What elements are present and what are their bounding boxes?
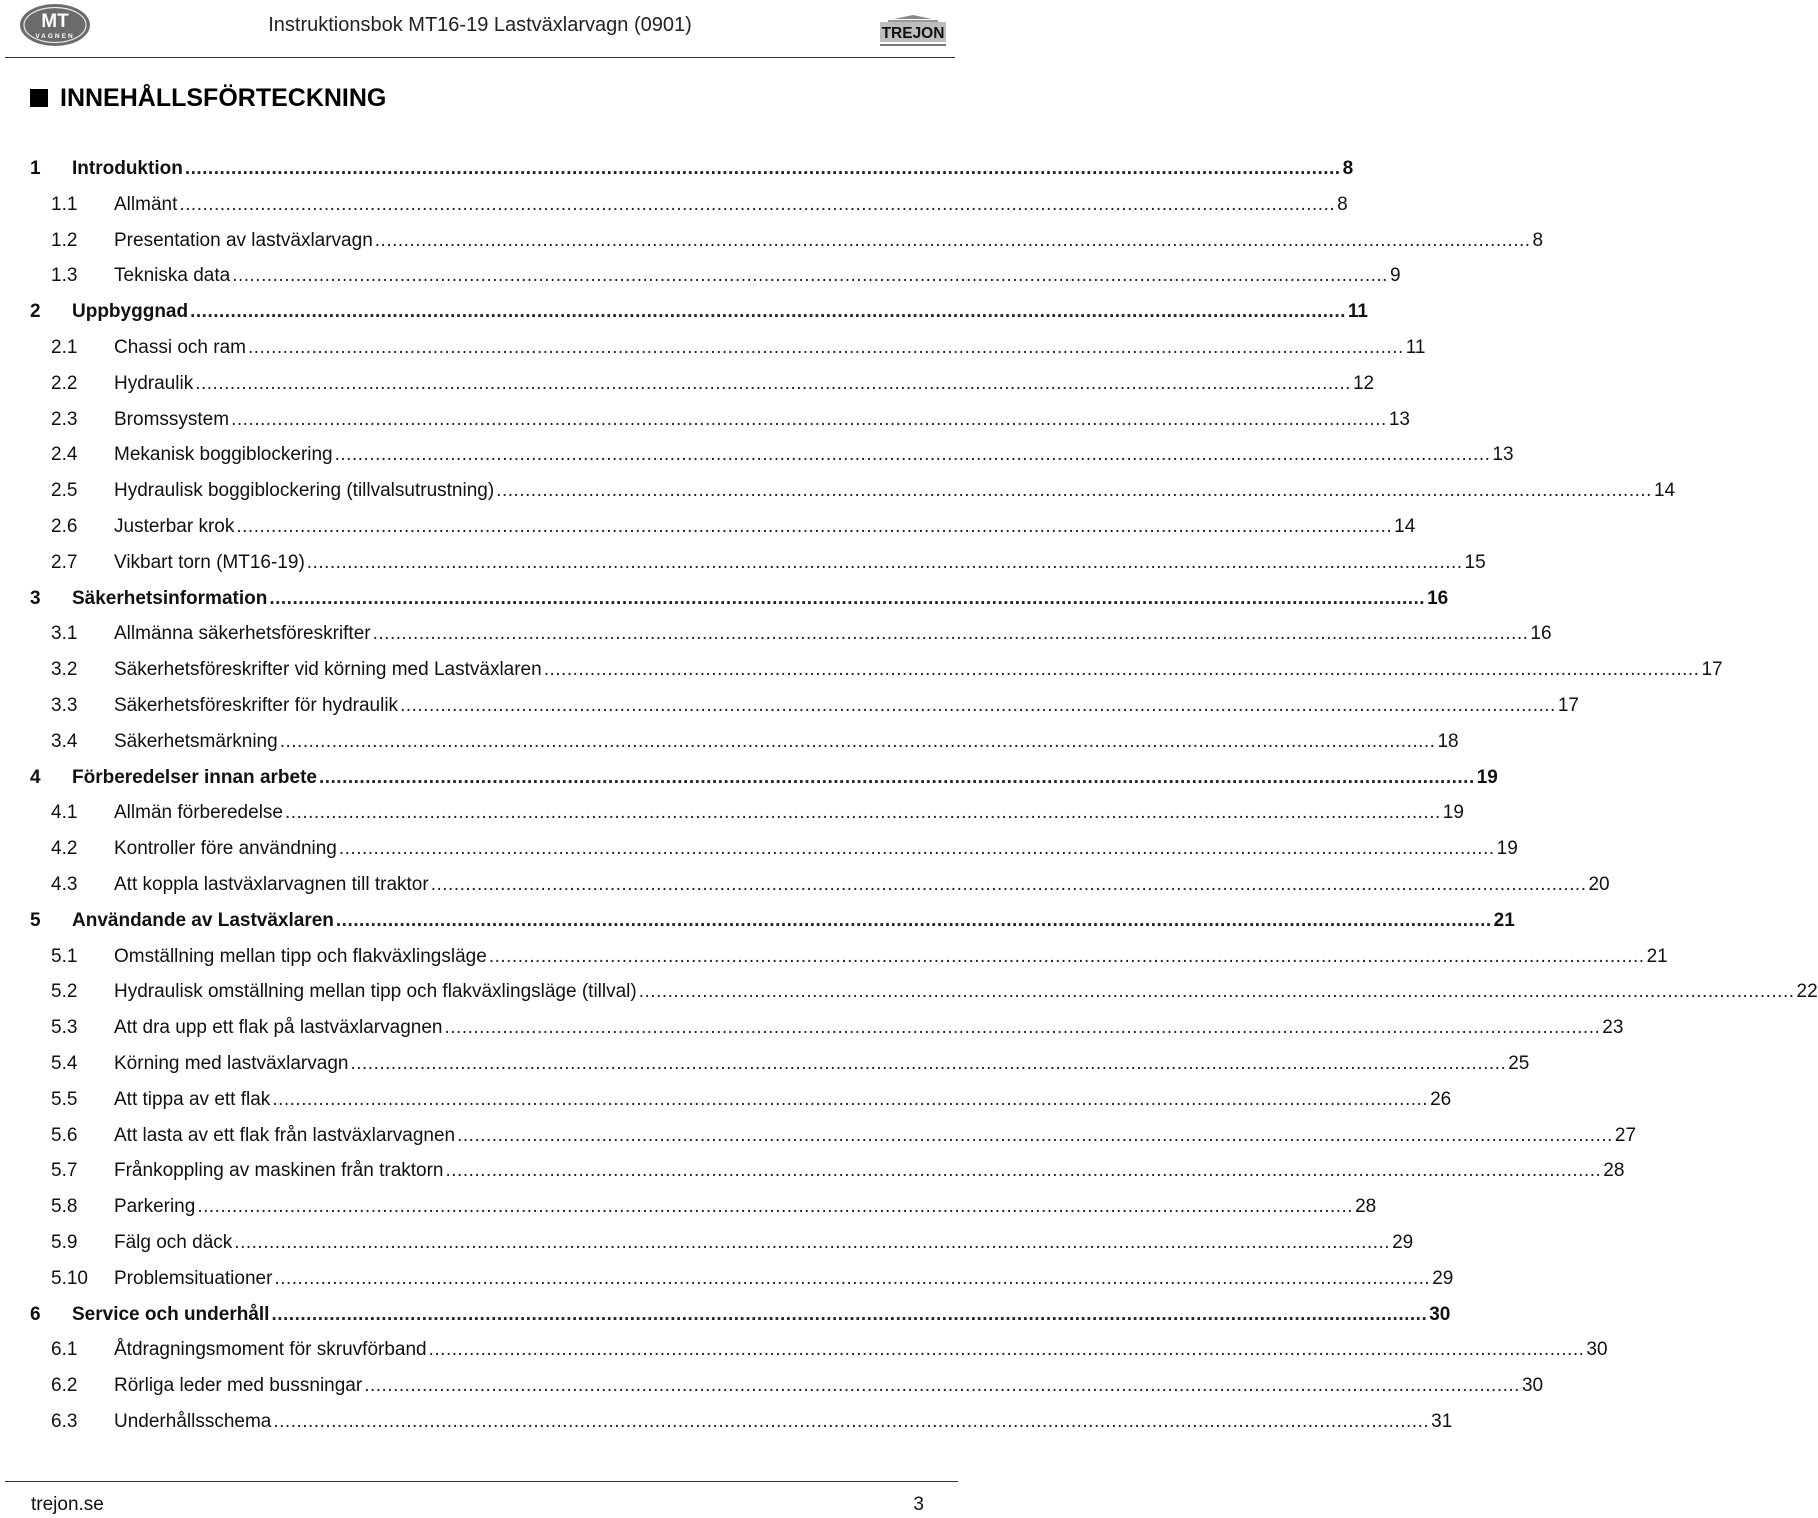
toc-entry-page: 22 <box>1796 981 1818 1003</box>
toc-entry-number: 2.7 <box>51 551 78 573</box>
header-divider <box>5 57 955 58</box>
toc-entry-line <box>114 1410 1453 1433</box>
toc-dot-leader: ........................................................................................................................................................................................................ <box>372 623 1529 645</box>
toc-entry-page: 27 <box>1614 1124 1637 1146</box>
toc-entry-title[interactable]: Att koppla lastväxlarvagnen till traktor <box>114 873 429 895</box>
toc-entry[interactable] <box>0 615 1552 651</box>
toc-entry-number: 1.3 <box>51 265 78 287</box>
toc-entry-line <box>114 193 1348 216</box>
toc-entry-page: 23 <box>1602 1017 1624 1039</box>
toc-entry-title[interactable]: Service och underhåll <box>72 1303 270 1325</box>
toc-dot-leader: ........................................................................................................................................................................................................ <box>374 229 1531 251</box>
toc-entry-title[interactable]: Presentation av lastväxlarvagn <box>114 229 373 251</box>
toc-dot-leader: ........................................................................................................................................................................................................ <box>430 873 1587 895</box>
toc-dot-leader: ........................................................................................................................................................................................................ <box>271 1303 1428 1325</box>
toc-entry[interactable] <box>0 1296 1451 1332</box>
toc-entry-line <box>114 372 1375 395</box>
toc-entry-line <box>114 265 1401 287</box>
toc-entry[interactable] <box>0 902 1515 938</box>
toc-entry-page: 16 <box>1427 587 1449 609</box>
toc-entry[interactable] <box>0 1045 1530 1081</box>
toc-entry-page: 26 <box>1430 1088 1452 1110</box>
svg-text:VAGNEN: VAGNEN <box>35 33 75 40</box>
toc-dot-leader: ........................................................................................................................................................................................................ <box>334 444 1491 466</box>
toc-dot-leader: ........................................................................................................................................................................................................ <box>318 766 1475 788</box>
toc-dot-leader: ........................................................................................................................................................................................................ <box>179 193 1336 215</box>
toc-dot-leader: ........................................................................................................................................................................................................ <box>197 1196 1354 1218</box>
toc-dot-leader: ........................................................................................................................................................................................................ <box>272 1088 1429 1110</box>
toc-entry-page: 8 <box>1342 158 1354 179</box>
toc-entry-title[interactable]: Introduktion <box>72 158 183 179</box>
toc-entry-title[interactable]: Parkering <box>114 1196 196 1218</box>
toc-entry-title[interactable]: Säkerhetsmärkning <box>114 730 278 752</box>
toc-entry-line <box>114 1375 1544 1397</box>
toc-entry[interactable] <box>0 401 1410 437</box>
toc-entry[interactable] <box>0 186 1348 222</box>
svg-text:MT: MT <box>41 11 69 32</box>
toc-entry[interactable] <box>0 1331 1608 1367</box>
toc-entry-number: 1 <box>30 158 41 179</box>
toc-dot-leader: ........................................................................................................................................................................................................ <box>445 1160 1602 1182</box>
toc-entry-page: 8 <box>1337 193 1348 215</box>
toc-entry-title[interactable]: Problemsituationer <box>114 1267 273 1289</box>
toc-entry-title[interactable]: Rörliga leder med bussningar <box>114 1375 363 1397</box>
toc-dot-leader: ........................................................................................................................................................................................................ <box>236 515 1393 537</box>
toc-entry-page: 19 <box>1476 766 1498 788</box>
toc-entry[interactable] <box>0 651 1723 687</box>
toc-entry-title[interactable]: Att lasta av ett flak från lastväxlarvagnen <box>114 1124 456 1146</box>
toc-entry-line <box>114 1160 1625 1182</box>
toc-entry-title[interactable]: Vikbart torn (MT16-19) <box>114 551 305 573</box>
toc-entry[interactable] <box>0 293 1368 329</box>
footer-page-number: 3 <box>913 1494 924 1515</box>
toc-entry-number: 5.4 <box>51 1052 78 1074</box>
toc-entry-title[interactable]: Uppbyggnad <box>72 301 189 323</box>
toc-entry-title[interactable]: Förberedelser innan arbete <box>72 766 317 788</box>
toc-entry-title[interactable]: Hydraulisk omställning mellan tipp och flakväxlingsläge (tillval) <box>114 981 637 1003</box>
toc-entry[interactable] <box>0 938 1668 974</box>
toc-entry-line <box>114 1124 1637 1147</box>
toc-dot-leader: ........................................................................................................................................................................................................ <box>195 372 1351 394</box>
toc-entry-page: 17 <box>1701 659 1723 681</box>
toc-entry-number: 4.2 <box>51 838 78 860</box>
toc-entry[interactable] <box>0 1403 1453 1439</box>
toc-entry-page: 30 <box>1586 1339 1608 1361</box>
toc-entry-line <box>114 873 1610 896</box>
toc-entry-title[interactable]: Chassi och ram <box>114 336 246 358</box>
toc-dot-leader: ........................................................................................................................................................................................................ <box>279 730 1436 752</box>
footer-site: trejon.se <box>31 1494 104 1515</box>
toc-entry-line <box>114 1088 1452 1111</box>
toc-entry-title[interactable]: Justerbar krok <box>114 515 235 537</box>
toc-dot-leader: ........................................................................................................................................................................................................ <box>273 1410 1430 1432</box>
toc-entry-page: 30 <box>1429 1303 1451 1325</box>
toc-entry-line <box>114 1339 1608 1361</box>
toc-entry[interactable] <box>0 1188 1377 1224</box>
toc-entry-line <box>72 158 1354 180</box>
toc-dot-leader: ........................................................................................................................................................................................................ <box>335 909 1492 931</box>
toc-entry[interactable] <box>0 257 1401 293</box>
toc-entry-title[interactable]: Säkerhetsinformation <box>72 587 268 609</box>
toc-dot-leader: ........................................................................................................................................................................................................ <box>269 587 1426 609</box>
toc-entry-title[interactable]: Säkerhetsföreskrifter vid körning med Lastväxlaren <box>114 659 542 681</box>
toc-entry[interactable] <box>0 1260 1454 1296</box>
toc-entry-number: 2.4 <box>51 444 78 466</box>
toc-entry-page: 19 <box>1442 802 1464 824</box>
toc-entry[interactable] <box>0 794 1464 830</box>
toc-entry-title[interactable]: Bromssystem <box>114 408 230 430</box>
toc-entry[interactable] <box>0 687 1579 723</box>
toc-dot-leader: ........................................................................................................................................................................................................ <box>284 802 1441 824</box>
toc-entry-number: 5.5 <box>51 1088 78 1110</box>
toc-entry-title[interactable]: Att tippa av ett flak <box>114 1088 271 1110</box>
toc-entry-page: 25 <box>1508 1052 1530 1074</box>
toc-entry-title[interactable]: Säkerhetsföreskrifter för hydraulik <box>114 694 399 716</box>
toc-entry-page: 11 <box>1405 336 1426 358</box>
toc-entry-number: 5.10 <box>51 1267 88 1289</box>
toc-entry-title[interactable]: Användande av Lastväxlaren <box>72 909 334 931</box>
page-header <box>0 0 960 60</box>
toc-entry-title[interactable]: Hydraulisk boggiblockering (tillvalsutrustning) <box>114 480 495 502</box>
toc-dot-leader: ........................................................................................................................................................................................................ <box>496 480 1652 502</box>
toc-entry-line <box>72 1303 1451 1326</box>
toc-entry-number: 3.3 <box>51 694 78 716</box>
toc-entry-number: 6.1 <box>51 1339 78 1361</box>
toc-entry-number: 5.2 <box>51 981 78 1003</box>
toc-entry-number: 5.8 <box>51 1196 78 1218</box>
toc-dot-leader: ........................................................................................................................................................................................................ <box>184 158 1341 179</box>
toc-entry-title[interactable]: Körning med lastväxlarvagn <box>114 1052 349 1074</box>
toc-entry-line <box>114 694 1579 717</box>
toc-entry[interactable] <box>0 222 1544 258</box>
toc-entry-page: 9 <box>1389 265 1401 287</box>
toc-entry[interactable] <box>0 472 1676 508</box>
toc-entry-line <box>114 730 1459 753</box>
toc-entry-number: 5.3 <box>51 1017 78 1039</box>
toc-entry[interactable] <box>0 973 1818 1009</box>
toc-entry-line <box>114 1267 1454 1290</box>
toc-entry[interactable] <box>0 1009 1624 1045</box>
toc-entry-page: 29 <box>1432 1267 1454 1289</box>
toc-entry-line <box>72 909 1515 932</box>
toc-entry-line <box>114 229 1544 252</box>
toc-entry-number: 5.1 <box>51 945 78 967</box>
toc-entry-line <box>114 1196 1377 1218</box>
toc-dot-leader: ........................................................................................................................................................................................................ <box>190 301 1346 323</box>
toc-entry-number: 5.6 <box>51 1124 78 1146</box>
toc-dot-leader: ........................................................................................................................................................................................................ <box>248 336 1404 358</box>
toc-entry[interactable] <box>0 830 1518 866</box>
toc-entry-title[interactable]: Allmän förberedelse <box>114 802 283 824</box>
toc-entry-line <box>114 1017 1624 1039</box>
toc-entry-number: 1.1 <box>51 193 78 215</box>
toc-entry-page: 30 <box>1521 1375 1544 1397</box>
toc-entry-page: 14 <box>1394 515 1416 537</box>
toc-entry-title[interactable]: Att dra upp ett flak på lastväxlarvagnen <box>114 1017 443 1039</box>
toc-entry-line <box>114 408 1410 431</box>
toc-dot-leader: ........................................................................................................................................................................................................ <box>364 1375 1520 1397</box>
toc-entry-title[interactable]: Allmänna säkerhetsföreskrifter <box>114 623 371 645</box>
toc-entry-page: 20 <box>1588 873 1610 895</box>
toc-entry-number: 2.5 <box>51 480 78 502</box>
toc-entry-page: 17 <box>1557 694 1579 716</box>
toc-entry-line <box>114 802 1464 824</box>
toc-entry-page: 13 <box>1492 444 1514 466</box>
toc-entry-line <box>114 1231 1414 1254</box>
svg-text:TREJON: TREJON <box>881 25 945 42</box>
toc-entry-number: 2.3 <box>51 408 78 430</box>
toc-entry-number: 3.4 <box>51 730 78 752</box>
toc-entry-number: 5 <box>30 909 41 931</box>
toc-entry[interactable] <box>0 866 1610 902</box>
toc-entry-number: 4.1 <box>51 802 78 824</box>
toc-entry[interactable] <box>0 1152 1625 1188</box>
toc-entry-line <box>72 587 1449 610</box>
toc-entry-page: 12 <box>1352 372 1375 394</box>
toc-entry-page: 28 <box>1603 1160 1625 1182</box>
toc-dot-leader: ........................................................................................................................................................................................................ <box>428 1339 1585 1361</box>
toc-entry-line <box>114 444 1514 466</box>
toc-entry[interactable] <box>0 508 1416 544</box>
toc-entry-page: 11 <box>1347 301 1368 323</box>
toc-entry-number: 3 <box>30 587 41 609</box>
trejon-logo-icon <box>878 14 948 50</box>
toc-dot-leader: ........................................................................................................................................................................................................ <box>400 694 1556 716</box>
toc-heading-text: INNEHÅLLSFÖRTECKNING <box>60 83 387 112</box>
toc-dot-leader: ........................................................................................................................................................................................................ <box>457 1124 1613 1146</box>
toc-entry[interactable] <box>0 1117 1637 1153</box>
toc-entry[interactable] <box>0 723 1459 759</box>
toc-entry[interactable] <box>0 365 1375 401</box>
toc-entry-page: 18 <box>1437 730 1459 752</box>
toc-entry[interactable] <box>0 1367 1544 1403</box>
toc-dot-leader: ........................................................................................................................................................................................................ <box>338 838 1495 860</box>
toc-entry-title[interactable]: Kontroller före användning <box>114 838 337 860</box>
toc-dot-leader: ........................................................................................................................................................................................................ <box>231 408 1387 430</box>
toc-entry-line <box>114 623 1552 645</box>
toc-entry-page: 13 <box>1388 408 1410 430</box>
toc-dot-leader: ........................................................................................................................................................................................................ <box>232 265 1388 287</box>
toc-entry[interactable] <box>0 436 1514 472</box>
toc-entry-number: 3.1 <box>51 623 78 645</box>
toc-entry-line <box>114 659 1723 681</box>
toc-entry-number: 6 <box>30 1303 41 1325</box>
toc-entry[interactable] <box>0 1081 1452 1117</box>
toc-entry-page: 21 <box>1646 945 1668 967</box>
toc-dot-leader: ........................................................................................................................................................................................................ <box>274 1267 1431 1289</box>
toc-entry-number: 2.2 <box>51 372 78 394</box>
toc-dot-leader: ........................................................................................................................................................................................................ <box>638 981 1795 1003</box>
toc-entry-title[interactable]: Mekanisk boggiblockering <box>114 444 333 466</box>
toc-entry-line <box>114 551 1486 574</box>
toc-entry-page: 19 <box>1496 838 1518 860</box>
toc-entry-page: 8 <box>1532 229 1544 251</box>
square-bullet-icon <box>30 89 48 107</box>
toc-entry-line <box>72 766 1498 789</box>
toc-entry-number: 5.7 <box>51 1160 78 1182</box>
toc-entry[interactable] <box>0 544 1486 580</box>
toc-entry-line <box>114 336 1426 359</box>
toc-dot-leader: ........................................................................................................................................................................................................ <box>234 1231 1391 1253</box>
toc-entry-page: 21 <box>1493 909 1515 931</box>
toc-entry-line <box>114 1052 1530 1075</box>
toc-entry-number: 2 <box>30 301 41 323</box>
toc-entry[interactable] <box>0 150 1354 186</box>
toc-entry-number: 2.1 <box>51 336 78 358</box>
toc-entry-number: 1.2 <box>51 229 78 251</box>
toc-entry-page: 31 <box>1431 1410 1453 1432</box>
toc-entry-line <box>114 981 1818 1003</box>
toc-entry-number: 2.6 <box>51 515 78 537</box>
toc-entry-line <box>114 838 1518 860</box>
toc-entry-page: 14 <box>1653 480 1676 502</box>
toc-entry-title[interactable]: Fälg och däck <box>114 1231 233 1253</box>
toc-entry-line <box>114 515 1416 538</box>
toc-entry-page: 29 <box>1392 1231 1414 1253</box>
toc-entry-page: 16 <box>1530 623 1552 645</box>
toc-dot-leader: ........................................................................................................................................................................................................ <box>306 551 1463 573</box>
toc-entry-page: 15 <box>1464 551 1486 573</box>
toc-dot-leader: ........................................................................................................................................................................................................ <box>543 659 1700 681</box>
toc-heading <box>30 80 386 116</box>
toc-dot-leader: ........................................................................................................................................................................................................ <box>444 1017 1601 1039</box>
toc-entry-number: 6.3 <box>51 1410 78 1432</box>
toc-entry[interactable] <box>0 580 1449 616</box>
toc-entry-number: 4.3 <box>51 873 78 895</box>
toc-entry-number: 6.2 <box>51 1375 78 1397</box>
toc-entry-number: 4 <box>30 766 41 788</box>
toc-dot-leader: ........................................................................................................................................................................................................ <box>488 945 1645 967</box>
document-title: Instruktionsbok MT16-19 Lastväxlarvagn (0901) <box>268 14 692 36</box>
toc-entry-line <box>114 945 1668 968</box>
toc-entry-title[interactable]: Allmänt <box>114 193 178 215</box>
toc-entry-title[interactable]: Åtdragningsmoment för skruvförband <box>114 1339 427 1361</box>
toc-entry-line <box>114 480 1676 502</box>
toc-dot-leader: ........................................................................................................................................................................................................ <box>350 1052 1507 1074</box>
toc-entry-number: 5.9 <box>51 1231 78 1253</box>
toc-entry[interactable] <box>0 329 1426 365</box>
toc-entry-title[interactable]: Hydraulik <box>114 372 194 394</box>
table-of-contents <box>0 150 1818 1439</box>
toc-entry-line <box>72 301 1368 323</box>
toc-entry[interactable] <box>0 1224 1414 1260</box>
toc-entry-title[interactable]: Omställning mellan tipp och flakväxlingsläge <box>114 945 487 967</box>
toc-entry-title[interactable]: Underhållsschema <box>114 1410 272 1432</box>
toc-entry[interactable] <box>0 759 1498 795</box>
footer-divider <box>5 1481 958 1482</box>
toc-entry-title[interactable]: Frånkoppling av maskinen från traktorn <box>114 1160 444 1182</box>
toc-entry-page: 28 <box>1355 1196 1377 1218</box>
toc-entry-title[interactable]: Tekniska data <box>114 265 231 287</box>
toc-entry-number: 3.2 <box>51 659 78 681</box>
